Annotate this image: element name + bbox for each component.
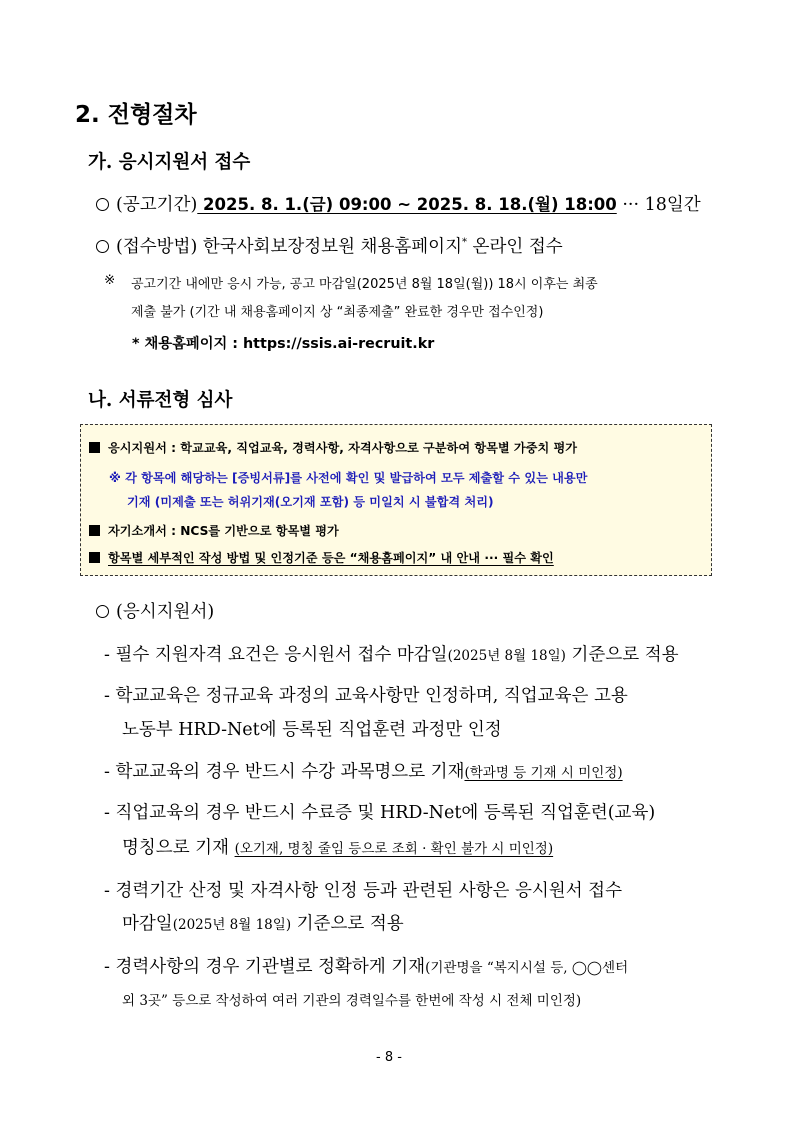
box-line-4: 자기소개서 : NCS를 기반으로 항목별 평가: [89, 522, 339, 539]
note-line-2: 제출 불가 (기간 내 채용홈페이지 상 “최종제출” 완료한 경우만 접수인정): [131, 305, 544, 320]
method-suffix: 온라인 접수: [466, 237, 563, 257]
page-heading: 2. 전형절차: [75, 102, 197, 128]
box-line-5: 항목별 세부적인 작성 방법 및 인정기준 등은 “채용홈페이지” 내 안내 ··· 필수 확인: [89, 549, 554, 566]
list-item-continuation: 노동부 HRD-Net에 등록된 직업훈련 과정만 인정: [122, 720, 502, 740]
square-bullet-icon: [89, 552, 100, 563]
list-item-continuation: 마감일(2025년 8월 18일) 기준으로 적용: [122, 914, 404, 934]
method-footnote-mark: *: [461, 237, 467, 249]
note-line-1: 공고기간 내에만 응시 가능, 공고 마감일(2025년 8월 18일(월)) 18시 이후는 최종: [131, 277, 598, 292]
period-value: 2025. 8. 1.(금) 09:00 ~ 2025. 8. 18.(월) 18:00: [197, 195, 617, 214]
period-label: (공고기간): [116, 195, 198, 215]
circle-bullet-icon: [96, 240, 109, 253]
page-number: - 8 -: [376, 1050, 402, 1065]
note-mark: ※: [104, 273, 116, 288]
circle-bullet-icon: [96, 605, 109, 618]
list-item: - 필수 지원자격 요건은 응시원서 접수 마감일(2025년 8월 18일) 기준으로 적용: [104, 645, 679, 665]
list-item-continuation: 명칭으로 기재 (오기재, 명칭 줄임 등으로 조회 · 확인 불가 시 미인정): [122, 838, 554, 858]
method-label: (접수방법) 한국사회보장정보원 채용홈페이지: [116, 237, 462, 257]
list-item-continuation: 외 3곳” 등으로 작성하여 여러 기관의 경력일수를 한번에 작성 시 전체 미인정): [122, 993, 582, 1009]
list-item: - 학교교육은 정규교육 과정의 교육사항만 인정하며, 직업교육은 고용: [104, 686, 628, 706]
box-line-1: 응시지원서 : 학교교육, 직업교육, 경력사항, 자격사항으로 구분하여 항목별 가중치 평가: [89, 439, 577, 456]
summary-box: [80, 424, 712, 576]
square-bullet-icon: [89, 525, 100, 536]
circle-bullet-icon: [96, 198, 109, 211]
square-bullet-icon: [89, 442, 100, 453]
section-a-title: 가. 응시지원서 접수: [88, 152, 251, 173]
method-line: [96, 233, 563, 258]
list-item: - 학교교육의 경우 반드시 수강 과목명으로 기재(학과명 등 기재 시 미인정): [104, 762, 623, 782]
box-line-2: ※ 각 항목에 해당하는 [증빙서류]를 사전에 확인 및 발급하여 모두 제출할 수 있는 내용만: [109, 471, 588, 485]
period-line: [96, 191, 701, 216]
subsection-title: (응시지원서): [96, 598, 214, 623]
homepage-link[interactable]: * 채용홈페이지 : https://ssis.ai-recruit.kr: [132, 336, 435, 352]
list-item: - 경력기간 산정 및 자격사항 인정 등과 관련된 사항은 응시원서 접수: [104, 881, 622, 901]
box-line-3: 기재 (미제출 또는 허위기재(오기재 포함) 등 미일치 시 불합격 처리): [127, 495, 494, 509]
section-b-title: 나. 서류전형 심사: [88, 390, 233, 411]
period-suffix: ··· 18일간: [616, 195, 701, 215]
list-item: - 경력사항의 경우 기관별로 정확하게 기재(기관명을 “복지시설 등, ◯◯센터: [104, 957, 629, 977]
list-item: - 직업교육의 경우 반드시 수료증 및 HRD-Net에 등록된 직업훈련(교육): [104, 803, 656, 823]
